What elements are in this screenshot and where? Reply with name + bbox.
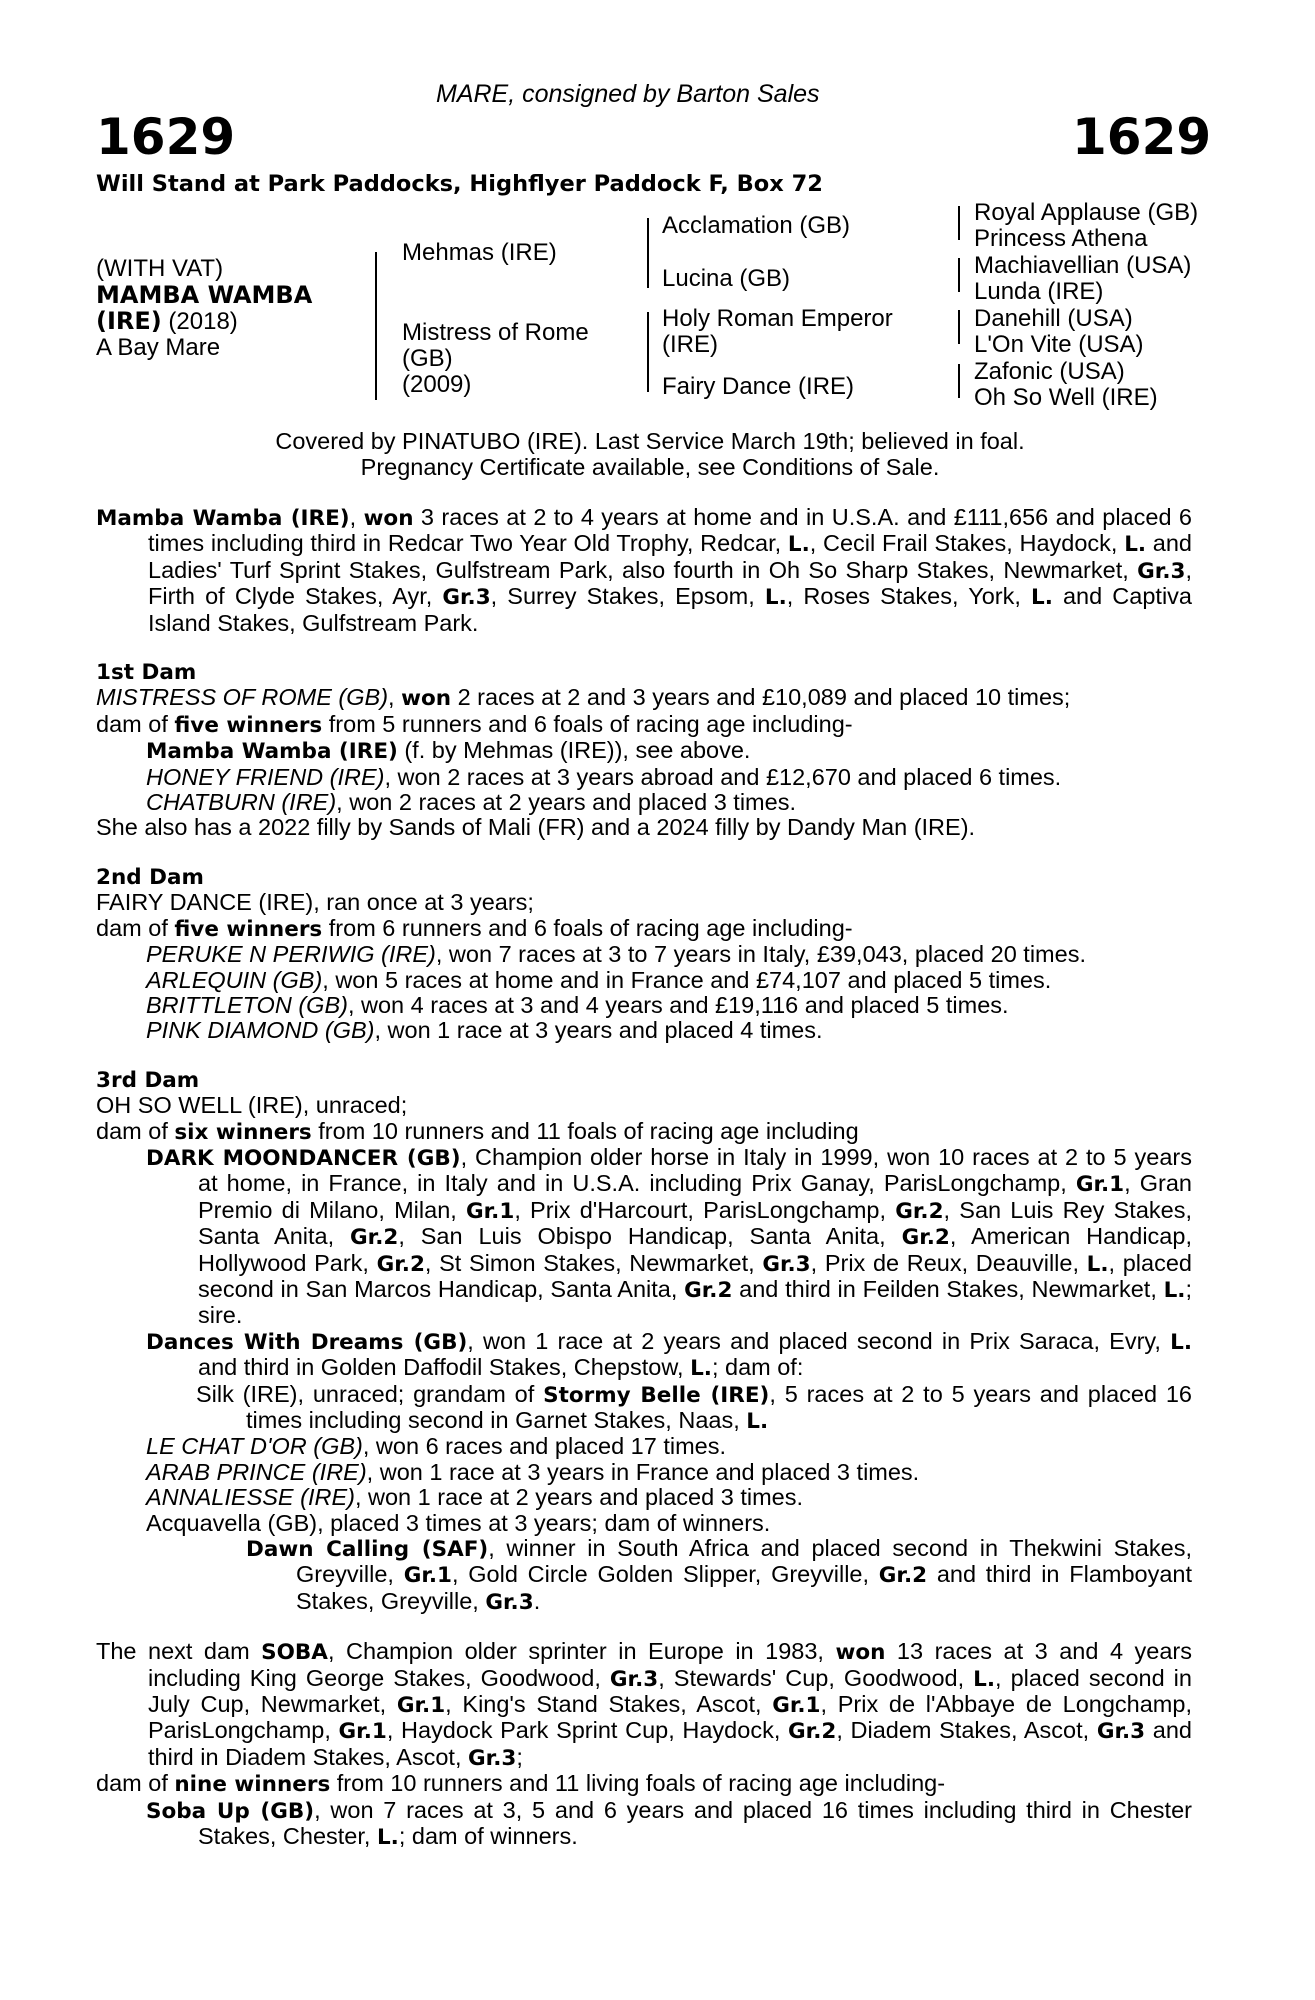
pedigree-brace-g1 xyxy=(958,206,960,240)
pedigree-brace-g2 xyxy=(958,258,960,292)
covered-line-1: Covered by PINATUBO (IRE). Last Service March 19th; believed in foal. xyxy=(275,428,1025,454)
next-dam-progeny-1: Soba Up (GB), won 7 races at 3, 5 and 6 years and placed 16 times including third in Chester Stakes, Chester, L.; dam of winners. xyxy=(146,1796,1192,1851)
second-dam-progeny-3: BRITTLETON (GB), won 4 races at 3 and 4 years and £19,116 and placed 5 times. xyxy=(146,991,1009,1018)
consignment-line: MARE, consigned by Barton Sales xyxy=(436,80,820,108)
horse-origin xyxy=(96,308,312,335)
first-dam-progeny-3: CHATBURN (IRE), won 2 races at 2 years and placed 3 times. xyxy=(146,789,796,816)
pedigree-ggp-2: Princess Athena xyxy=(974,225,1148,252)
pedigree-sire-dam: Lucina (GB) xyxy=(662,265,791,292)
third-dam-heading: 3rd Dam xyxy=(96,1067,200,1093)
first-dam-foals: She also has a 2022 filly by Sands of Mali (FR) and a 2024 filly by Dandy Man (IRE). xyxy=(96,814,976,841)
third-dam-progeny-3: LE CHAT D'OR (GB), won 6 races and placed 17 times. xyxy=(146,1433,727,1460)
pedigree-sire: Mehmas (IRE) xyxy=(402,239,557,266)
pedigree-dam-sire-country: (IRE) xyxy=(662,331,718,358)
pedigree-ggp-5: Danehill (USA) xyxy=(974,305,1133,332)
third-dam-grandprogeny-1: Silk (IRE), unraced; grandam of Stormy Belle (IRE), 5 races at 2 to 5 years and placed 16 times including second in Garnet Stakes, Naas, L. xyxy=(196,1380,1192,1434)
pedigree-ggp-7: Zafonic (USA) xyxy=(974,358,1125,385)
pedigree-dam-dam: Fairy Dance (IRE) xyxy=(662,373,855,400)
pedigree-dam xyxy=(402,320,589,398)
second-dam-produce: dam of five winners from 6 runners and 6 foals of racing age including- xyxy=(96,914,853,942)
pedigree-brace-g3 xyxy=(958,310,960,344)
pedigree-ggp-3: Machiavellian (USA) xyxy=(974,252,1192,279)
first-dam-progeny-1: Mamba Wamba (IRE) (f. by Mehmas (IRE)), see above. xyxy=(146,737,751,765)
third-dam-progeny-5: ANNALIESSE (IRE), won 1 race at 2 years and placed 3 times. xyxy=(146,1484,804,1511)
first-dam-line: MISTRESS OF ROME (GB), won 2 races at 2 and 3 years and £10,089 and placed 10 times; xyxy=(96,684,1071,712)
pedigree-sire-sire: Acclamation (GB) xyxy=(662,212,851,239)
pedigree-ggp-6: L'On Vite (USA) xyxy=(974,331,1144,358)
third-dam-progeny-2: Dances With Dreams (GB), won 1 race at 2 years and placed second in Prix Saraca, Evry, L. and third in Golden Daffodil Stakes, Chepstow, L.; dam of: xyxy=(146,1327,1193,1382)
horse-country: (IRE) xyxy=(96,307,162,335)
pedigree-brace-sire-parents xyxy=(647,218,649,288)
lot-number-right: 1629 xyxy=(1072,108,1212,166)
second-dam-line: FAIRY DANCE (IRE), ran once at 3 years; xyxy=(96,889,534,916)
pedigree-dam-sire-name: Holy Roman Emperor xyxy=(662,305,893,332)
third-dam-progeny-4: ARAB PRINCE (IRE), won 1 race at 3 years in France and placed 3 times. xyxy=(146,1458,920,1485)
pedigree-brace-parents xyxy=(375,252,377,400)
vat-note: (WITH VAT) xyxy=(96,255,224,282)
first-dam-produce: dam of five winners from 5 runners and 6 foals of racing age including- xyxy=(96,710,853,738)
subject-block xyxy=(96,256,312,361)
next-dam-line: The next dam SOBA, Champion older sprinter in Europe in 1983, won 13 races at 3 and 4 years including King George Stakes, Goodwood, Gr.3, Stewards' Cup, Goodwood, L., placed second in July Cup, Newmarket, Gr.1, King's Stand Stakes, Ascot, Gr.1, Prix de l'Abbaye de Longchamp, ParisLongchamp, Gr.1, Haydock Park Sprint Cup, Haydock, Gr.2, Diadem Stakes, Ascot, Gr.3 and third in Diadem Stakes, Ascot, Gr.3; xyxy=(96,1638,1192,1771)
pedigree-ggp-4: Lunda (IRE) xyxy=(974,278,1104,305)
pedigree-ggp-8: Oh So Well (IRE) xyxy=(974,384,1158,411)
third-dam-produce: dam of six winners from 10 runners and 11 foals of racing age including xyxy=(96,1117,859,1145)
covered-note xyxy=(180,428,1120,480)
lot-number-left: 1629 xyxy=(96,108,236,166)
pedigree-brace-g4 xyxy=(958,364,960,398)
horse-description: A Bay Mare xyxy=(96,334,221,361)
first-dam-heading: 1st Dam xyxy=(96,660,197,686)
stand-location: Will Stand at Park Paddocks, Highflyer Paddock F, Box 72 xyxy=(96,171,823,197)
pedigree-dam-sire xyxy=(662,306,893,358)
pedigree-brace-dam-parents xyxy=(647,312,649,392)
second-dam-progeny-4: PINK DIAMOND (GB), won 1 race at 3 years and placed 4 times. xyxy=(146,1017,823,1044)
pedigree-dam-year: (2009) xyxy=(402,371,472,398)
third-dam-progeny-6: Acquavella (GB), placed 3 times at 3 years; dam of winners. xyxy=(146,1509,771,1536)
second-dam-progeny-1: PERUKE N PERIWIG (IRE), won 7 races at 3 to 7 years in Italy, £39,043, placed 20 times. xyxy=(146,941,1086,968)
third-dam-line: OH SO WELL (IRE), unraced; xyxy=(96,1092,408,1119)
horse-year: (2018) xyxy=(161,308,238,335)
horse-summary: Mamba Wamba (IRE), won 3 races at 2 to 4 years at home and in U.S.A. and £111,656 and placed 6 times including third in Redcar Two Year Old Trophy, Redcar, L., Cecil Frail Stakes, Haydock, L. and Ladies' Turf Sprint Stakes, Gulfstream Park, also fourth in Oh So Sharp Stakes, Newmarket, Gr.3, Firth of Clyde Stakes, Ayr, Gr.3, Surrey Stakes, Epsom, L., Roses Stakes, York, L. and Captiva Island Stakes, Gulfstream Park. xyxy=(96,504,1192,636)
first-dam-progeny-2: HONEY FRIEND (IRE), won 2 races at 3 years abroad and £12,670 and placed 6 times. xyxy=(146,763,1062,790)
covered-line-2: Pregnancy Certificate available, see Conditions of Sale. xyxy=(360,454,940,480)
third-dam-grandprogeny-2: Dawn Calling (SAF), winner in South Africa and placed second in Thekwini Stakes, Greyville, Gr.1, Gold Circle Golden Slipper, Greyville, Gr.2 and third in Flamboyant Stakes, Greyville, Gr.3. xyxy=(246,1535,1193,1615)
second-dam-heading: 2nd Dam xyxy=(96,864,204,890)
third-dam-progeny-1: DARK MOONDANCER (GB), Champion older horse in Italy in 1999, won 10 races at 2 to 5 years at home, in France, in Italy and in U.S.A. including Prix Ganay, ParisLongchamp, Gr.1, Gran Premio di Milano, Milan, Gr.1, Prix d'Harcourt, ParisLongchamp, Gr.2, San Luis Rey Stakes, Santa Anita, Gr.2, San Luis Obispo Handicap, Santa Anita, Gr.2, American Handicap, Hollywood Park, Gr.2, St Simon Stakes, Newmarket, Gr.3, Prix de Reux, Deauville, L., placed second in San Marcos Handicap, Santa Anita, Gr.2 and third in Feilden Stakes, Newmarket, L.; sire. xyxy=(146,1143,1192,1329)
catalogue-body xyxy=(96,505,1192,1851)
pedigree-ggp-1: Royal Applause (GB) xyxy=(974,199,1199,226)
pedigree-dam-name: Mistress of Rome xyxy=(402,319,589,346)
next-dam-produce: dam of nine winners from 10 runners and 11 living foals of racing age including- xyxy=(96,1770,946,1798)
horse-name: MAMBA WAMBA xyxy=(96,281,313,309)
second-dam-progeny-2: ARLEQUIN (GB), won 5 races at home and in France and £74,107 and placed 5 times. xyxy=(146,966,1052,993)
pedigree-dam-country: (GB) xyxy=(402,345,453,372)
